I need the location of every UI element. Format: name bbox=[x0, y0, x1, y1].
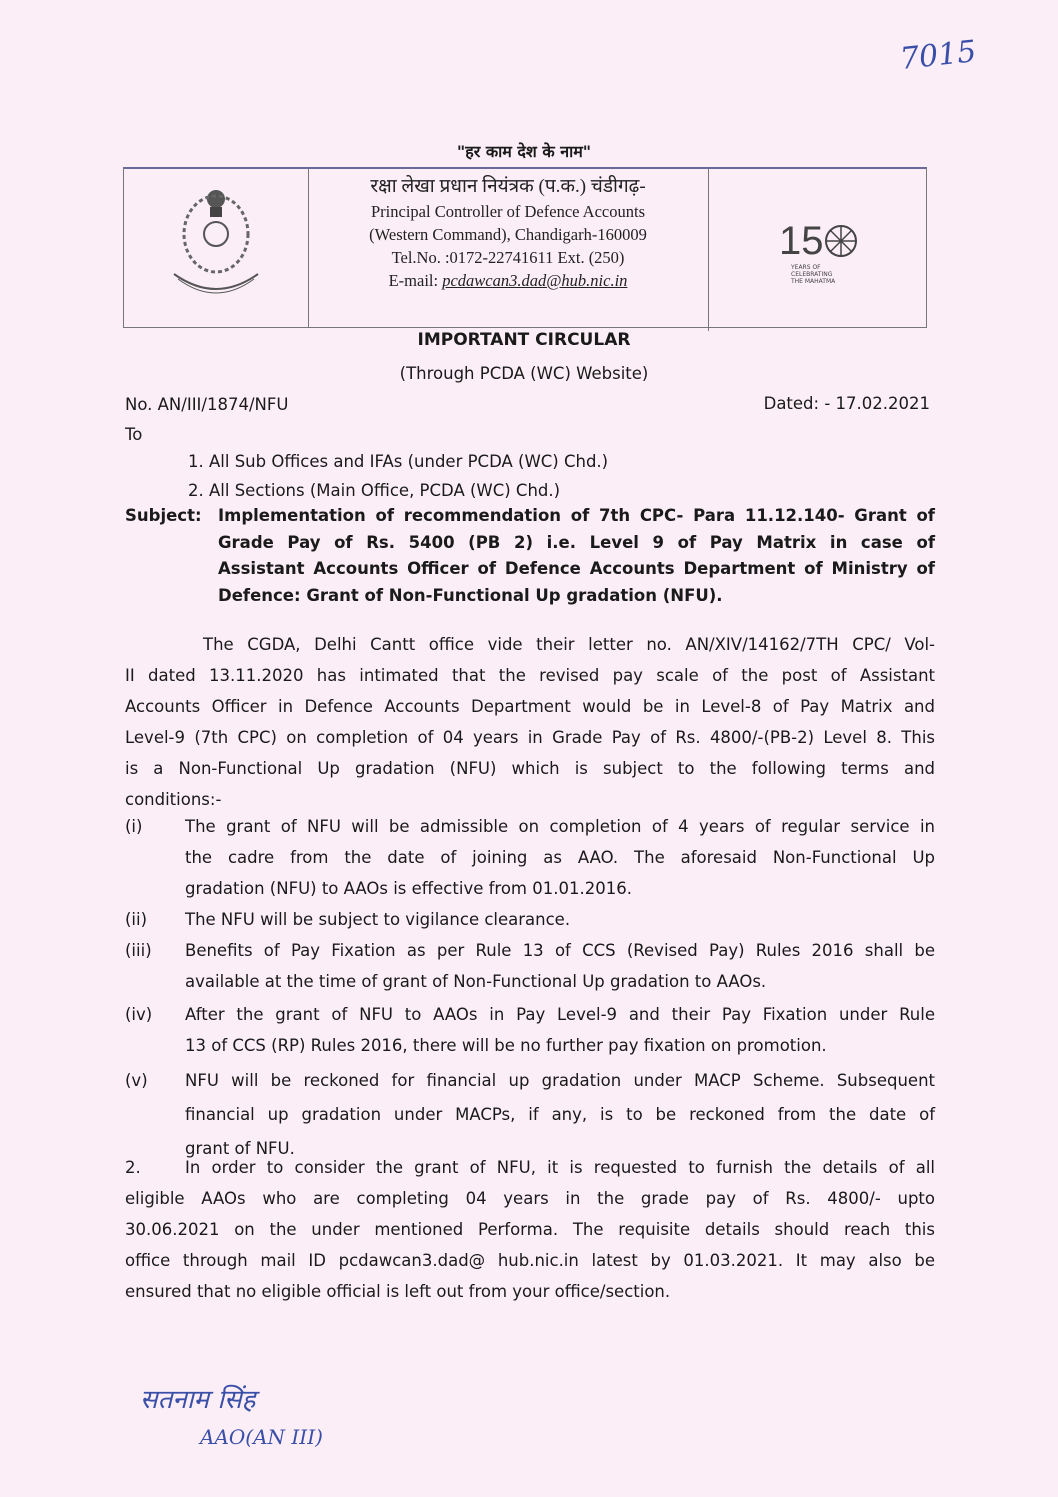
handwritten-number: 7015 bbox=[898, 34, 978, 77]
svg-text:THE MAHATMA: THE MAHATMA bbox=[791, 278, 836, 285]
subject-line: Grade Pay of Rs. 5400 (PB 2) i.e. Level 9 of Pay Matrix in case of bbox=[218, 532, 935, 552]
to-label: To bbox=[125, 425, 143, 444]
recipient-item: 2. All Sections (Main Office, PCDA (WC) Chd.) bbox=[188, 481, 561, 500]
motto: "हर काम देश के नाम" bbox=[456, 142, 592, 161]
signature-designation: AAO(AN III) bbox=[200, 1425, 323, 1449]
office-email-row bbox=[308, 269, 708, 292]
condition-item bbox=[125, 999, 935, 1061]
office-telephone: Tel.No. :0172-22741611 Ext. (250) bbox=[391, 248, 625, 267]
condition-line: The NFU will be subject to vigilance clearance. bbox=[185, 910, 571, 929]
condition-item bbox=[125, 1064, 935, 1166]
paragraph-1 bbox=[125, 629, 935, 815]
reference-number: No. AN/III/1874/NFU bbox=[125, 395, 289, 414]
email-link[interactable]: pcdawcan3.dad@hub.nic.in bbox=[442, 271, 628, 290]
condition-line: Benefits of Pay Fixation as per Rule 13 of CCS (Revised Pay) Rules 2016 shall be bbox=[185, 941, 935, 960]
letterhead-address bbox=[308, 169, 709, 331]
condition-number: (v) bbox=[125, 1071, 148, 1090]
gandhi-150-logo-icon bbox=[769, 209, 869, 289]
svg-text:YEARS OF: YEARS OF bbox=[791, 264, 821, 271]
paragraph-number: 2. bbox=[125, 1158, 141, 1177]
paragraph-line: Level-9 (7th CPC) on completion of 04 years in Grade Pay of Rs. 4800/-(PB-2) Level 8. This bbox=[125, 728, 935, 747]
signature: सतनाम सिंह bbox=[140, 1385, 256, 1415]
office-command: (Western Command), Chandigarh-160009 bbox=[369, 225, 647, 244]
condition-line: NFU will be reckoned for financial up gradation under MACP Scheme. Subsequent bbox=[185, 1071, 935, 1090]
paragraph-line: ensured that no eligible official is left out from your office/section. bbox=[125, 1282, 671, 1301]
department-emblem-icon bbox=[166, 179, 266, 299]
office-name-hindi: रक्षा लेखा प्रधान नियंत्रक (प.क.) चंडीगढ़- bbox=[370, 176, 646, 197]
circular-subtitle: (Through PCDA (WC) Website) bbox=[399, 364, 649, 383]
subject-line: Implementation of recommendation of 7th CPC- Para 11.12.140- Grant of bbox=[218, 506, 935, 525]
paragraph-line: 30.06.2021 on the under mentioned Performa. The requisite details should reach this bbox=[125, 1220, 935, 1239]
subject-line: Defence: Grant of Non-Functional Up gradation (NFU). bbox=[218, 585, 723, 605]
condition-line: After the grant of NFU to AAOs in Pay Level-9 and their Pay Fixation under Rule bbox=[185, 1005, 935, 1024]
condition-number: (ii) bbox=[125, 910, 148, 929]
logo-cell bbox=[124, 169, 309, 327]
subject-label: Subject: bbox=[125, 506, 202, 525]
paragraph-first-line bbox=[125, 1152, 935, 1183]
paragraph-line: is a Non-Functional Up gradation (NFU) which is subject to the following terms and bbox=[125, 759, 935, 778]
svg-text:CELEBRATING: CELEBRATING bbox=[791, 271, 833, 278]
condition-line: grant of NFU. bbox=[185, 1139, 295, 1158]
condition-number: (i) bbox=[125, 817, 143, 836]
paragraph-line: conditions:- bbox=[125, 790, 222, 809]
condition-line: financial up gradation under MACPs, if any, is to be reckoned from the date of bbox=[185, 1105, 935, 1124]
conditions-list bbox=[125, 811, 935, 1166]
subject bbox=[218, 503, 935, 609]
date: Dated: - 17.02.2021 bbox=[763, 394, 930, 413]
paragraph-line: In order to consider the grant of NFU, it is requested to furnish the details of all bbox=[185, 1158, 935, 1177]
condition-line: The grant of NFU will be admissible on completion of 4 years of regular service in bbox=[185, 817, 935, 836]
condition-line: 13 of CCS (RP) Rules 2016, there will be no further pay fixation on promotion. bbox=[185, 1036, 827, 1055]
svg-text:15: 15 bbox=[779, 219, 824, 263]
recipient-item: 1. All Sub Offices and IFAs (under PCDA (WC) Chd.) bbox=[188, 452, 609, 471]
email-label: E-mail: bbox=[388, 271, 443, 290]
condition-item bbox=[125, 904, 935, 935]
letterhead bbox=[123, 167, 927, 328]
recipient-list bbox=[188, 447, 608, 505]
condition-number: (iv) bbox=[125, 1005, 153, 1024]
condition-item bbox=[125, 811, 935, 904]
circular-title: IMPORTANT CIRCULAR bbox=[417, 330, 631, 350]
condition-item bbox=[125, 935, 935, 997]
paragraph-2 bbox=[125, 1152, 935, 1307]
office-name: Principal Controller of Defence Accounts bbox=[371, 202, 645, 221]
paragraph-line: eligible AAOs who are completing 04 years in the grade pay of Rs. 4800/- upto bbox=[125, 1189, 935, 1208]
paragraph-line: Accounts Officer in Defence Accounts Department would be in Level-8 of Pay Matrix and bbox=[125, 697, 935, 716]
paragraph-line: The CGDA, Delhi Cantt office vide their letter no. AN/XIV/14162/7TH CPC/ Vol- bbox=[203, 635, 935, 654]
condition-line: the cadre from the date of joining as AAO. The aforesaid Non-Functional Up bbox=[185, 848, 935, 867]
subject-line: Assistant Accounts Officer of Defence Accounts Department of Ministry of bbox=[218, 559, 935, 578]
condition-number: (iii) bbox=[125, 941, 152, 960]
condition-line: gradation (NFU) to AAOs is effective from 01.01.2016. bbox=[185, 879, 632, 898]
paragraph-line: office through mail ID pcdawcan3.dad@ hub.nic.in latest by 01.03.2021. It may also be bbox=[125, 1251, 935, 1270]
paragraph-line: II dated 13.11.2020 has intimated that the revised pay scale of the post of Assistant bbox=[125, 666, 935, 685]
condition-line: available at the time of grant of Non-Functional Up gradation to AAOs. bbox=[185, 972, 767, 991]
